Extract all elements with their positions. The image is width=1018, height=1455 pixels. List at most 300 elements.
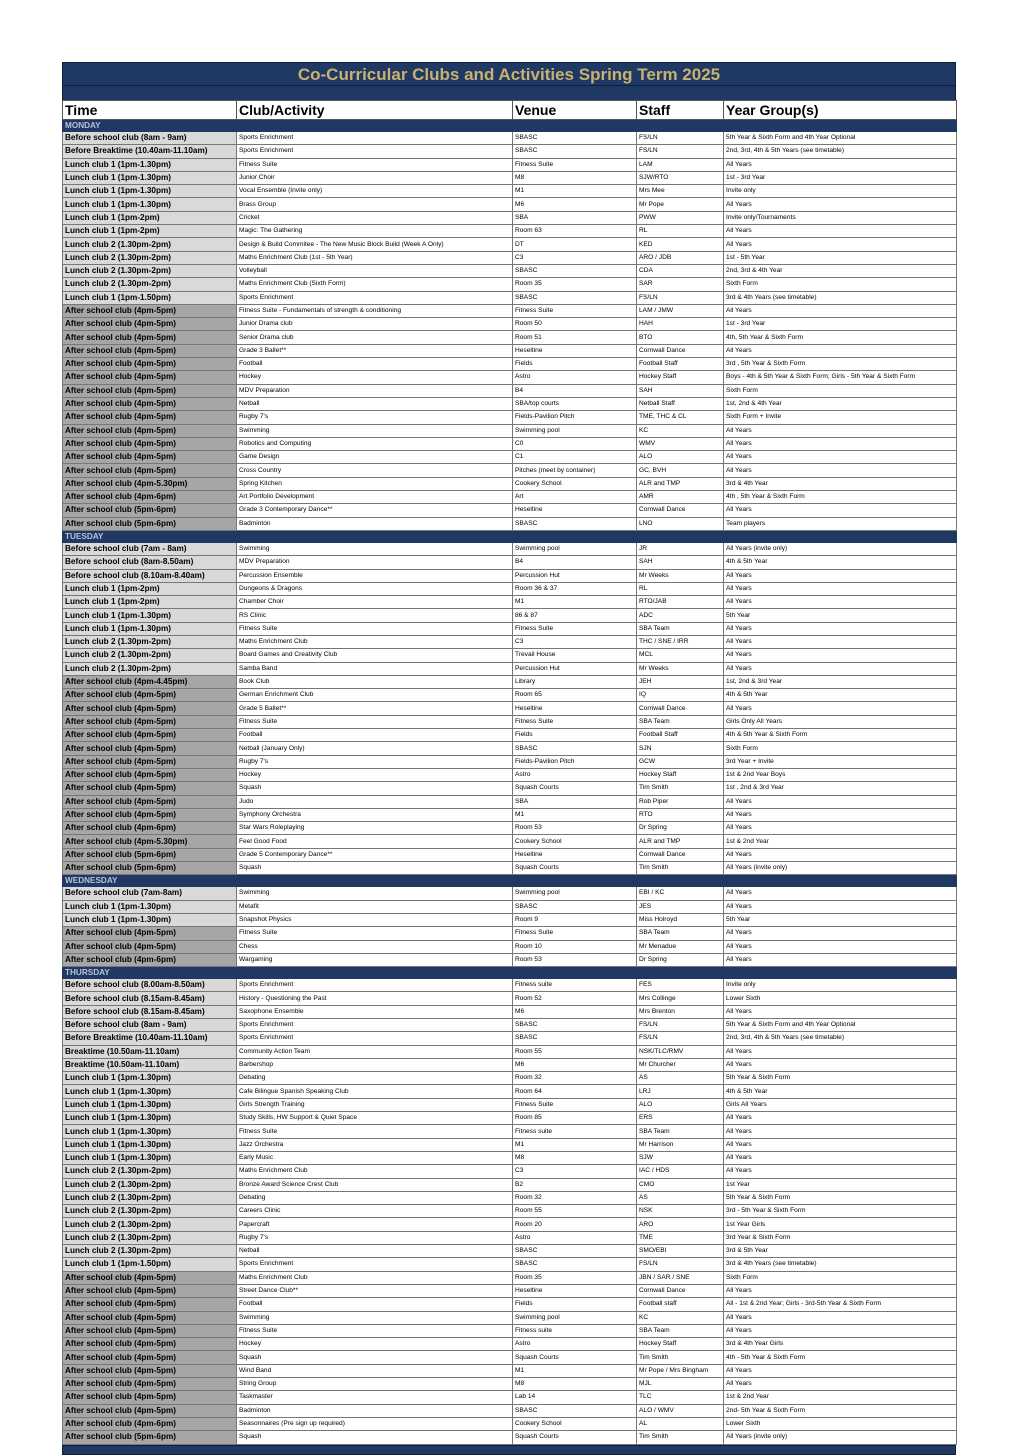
- day-header-filler: [724, 875, 957, 887]
- day-header-filler: [637, 875, 724, 887]
- cell-year-groups: 3rd Year & Sixth Form: [724, 1231, 957, 1244]
- table-row: [63, 1351, 957, 1364]
- cell-staff: ALR and TMP: [637, 835, 724, 848]
- cell-year-groups: 3rd & 4th Years (see timetable): [724, 291, 957, 304]
- cell-year-groups: Girls All Years: [724, 1098, 957, 1111]
- table-row: [63, 1165, 957, 1178]
- cell-club-activity: Magic: The Gathering: [237, 225, 513, 238]
- cell-year-groups: 5th Year: [724, 609, 957, 622]
- day-header-filler: [237, 120, 513, 132]
- cell-time: Lunch club 1 (1pm-2pm): [63, 582, 237, 595]
- cell-year-groups: 4th - 5th Year & Sixth Form: [724, 1351, 957, 1364]
- table-row: [63, 198, 957, 211]
- cell-venue: SBASC: [513, 291, 637, 304]
- cell-venue: Percussion Hut: [513, 662, 637, 675]
- cell-club-activity: String Group: [237, 1378, 513, 1391]
- cell-venue: Heseltine: [513, 344, 637, 357]
- cell-staff: Hockey Staff: [637, 1338, 724, 1351]
- cell-club-activity: Wind Band: [237, 1364, 513, 1377]
- cell-venue: Heseltine: [513, 504, 637, 517]
- day-header-filler: [237, 967, 513, 979]
- day-header-filler: [513, 120, 637, 132]
- cell-year-groups: All Years: [724, 1005, 957, 1018]
- cell-year-groups: Team players: [724, 517, 957, 530]
- title-spacer: [62, 86, 956, 100]
- cell-staff: MCL: [637, 649, 724, 662]
- cell-club-activity: Maths Enrichment Club: [237, 1271, 513, 1284]
- cell-time: After school club (4pm-5pm): [63, 451, 237, 464]
- header-club-activity: Club/Activity: [237, 101, 513, 120]
- table-row: [63, 1338, 957, 1351]
- clubs-table: [62, 100, 957, 1445]
- cell-venue: Fitness Suite: [513, 304, 637, 317]
- cell-club-activity: Papercraft: [237, 1218, 513, 1231]
- day-header-filler: [237, 530, 513, 542]
- cell-staff: CDA: [637, 264, 724, 277]
- header-staff: Staff: [637, 101, 724, 120]
- day-header-filler: [637, 120, 724, 132]
- cell-staff: Tim Smith: [637, 1431, 724, 1444]
- cell-staff: IQ: [637, 689, 724, 702]
- cell-staff: EBI / KC: [637, 887, 724, 900]
- cell-venue: SBA: [513, 795, 637, 808]
- cell-club-activity: Football: [237, 358, 513, 371]
- cell-venue: SBASC: [513, 900, 637, 913]
- cell-year-groups: All Years: [724, 198, 957, 211]
- cell-staff: ALO: [637, 1098, 724, 1111]
- cell-club-activity: Grade 5 Ballet**: [237, 702, 513, 715]
- table-row: [63, 940, 957, 953]
- cell-staff: BTO: [637, 331, 724, 344]
- table-row: [63, 491, 957, 504]
- cell-year-groups: 4th & 5th Year & Sixth Form: [724, 729, 957, 742]
- cell-time: Lunch club 2 (1.30pm-2pm): [63, 1191, 237, 1204]
- table-row: [63, 145, 957, 158]
- cell-year-groups: All Years: [724, 504, 957, 517]
- cell-club-activity: Cafe Bilingue Spanish Speaking Club: [237, 1085, 513, 1098]
- cell-club-activity: Netball: [237, 397, 513, 410]
- cell-year-groups: All Years: [724, 596, 957, 609]
- cell-time: Lunch club 2 (1.30pm-2pm): [63, 278, 237, 291]
- cell-time: Lunch club 2 (1.30pm-2pm): [63, 251, 237, 264]
- cell-year-groups: All Years: [724, 1165, 957, 1178]
- table-row: [63, 264, 957, 277]
- cell-venue: Fitness Suite: [513, 158, 637, 171]
- cell-time: After school club (4pm-5pm): [63, 437, 237, 450]
- cell-club-activity: Grade 3 Contemporary Dance**: [237, 504, 513, 517]
- cell-time: After school club (4pm-4.45pm): [63, 675, 237, 688]
- cell-venue: C3: [513, 251, 637, 264]
- cell-staff: NSK: [637, 1205, 724, 1218]
- cell-venue: M8: [513, 1151, 637, 1164]
- cell-venue: SBASC: [513, 132, 637, 145]
- cell-year-groups: 4th & 5th Year: [724, 1085, 957, 1098]
- cell-venue: Room 63: [513, 225, 637, 238]
- table-row: [63, 331, 957, 344]
- cell-venue: Library: [513, 675, 637, 688]
- cell-staff: SJW/RTO: [637, 171, 724, 184]
- cell-year-groups: 4th , 5th Year & Sixth Form: [724, 491, 957, 504]
- cell-time: After school club (4pm-5pm): [63, 927, 237, 940]
- cell-time: After school club (4pm-5pm): [63, 715, 237, 728]
- cell-time: After school club (4pm-6pm): [63, 953, 237, 966]
- table-footer-bar: [62, 1445, 956, 1455]
- cell-staff: Cornwall Dance: [637, 848, 724, 861]
- cell-staff: SBA Team: [637, 1324, 724, 1337]
- cell-year-groups: All Years: [724, 437, 957, 450]
- cell-club-activity: Junior Choir: [237, 171, 513, 184]
- cell-venue: Heseltine: [513, 702, 637, 715]
- page-title: Co-Curricular Clubs and Activities Spring Term 2025: [62, 62, 956, 86]
- cell-year-groups: All Years: [724, 1125, 957, 1138]
- table-row: [63, 1151, 957, 1164]
- table-body: [63, 120, 957, 1445]
- cell-venue: Room 55: [513, 1205, 637, 1218]
- cell-club-activity: Maths Enrichment Club (1st - 5th Year): [237, 251, 513, 264]
- cell-venue: Room 20: [513, 1218, 637, 1231]
- cell-club-activity: Vocal Ensemble (Invite only): [237, 185, 513, 198]
- cell-time: After school club (4pm-5pm): [63, 1324, 237, 1337]
- header-year-groups: Year Group(s): [724, 101, 957, 120]
- cell-venue: Fitness suite: [513, 979, 637, 992]
- cell-club-activity: Sports Enrichment: [237, 1019, 513, 1032]
- cell-time: Breaktime (10.50am-11.10am): [63, 1058, 237, 1071]
- table-row: [63, 158, 957, 171]
- cell-staff: Tim Smith: [637, 862, 724, 875]
- table-row: [63, 1138, 957, 1151]
- cell-year-groups: All Years (invite only): [724, 1431, 957, 1444]
- table-row: [63, 662, 957, 675]
- cell-venue: Fields-Pavilion Pitch: [513, 411, 637, 424]
- cell-club-activity: Community Action Team: [237, 1045, 513, 1058]
- cell-time: After school club (4pm-5pm): [63, 1284, 237, 1297]
- cell-venue: Room 32: [513, 1072, 637, 1085]
- cell-time: Lunch club 2 (1.30pm-2pm): [63, 635, 237, 648]
- table-row: [63, 171, 957, 184]
- cell-club-activity: Swimming: [237, 424, 513, 437]
- cell-time: Lunch club 2 (1.30pm-2pm): [63, 649, 237, 662]
- cell-time: Lunch club 1 (1pm-1.30pm): [63, 913, 237, 926]
- cell-venue: Room 65: [513, 689, 637, 702]
- cell-time: Lunch club 1 (1pm-1.30pm): [63, 158, 237, 171]
- cell-club-activity: Hockey: [237, 1338, 513, 1351]
- cell-time: Lunch club 1 (1pm-1.30pm): [63, 1085, 237, 1098]
- cell-year-groups: 1st, 2nd & 3rd Year: [724, 675, 957, 688]
- cell-venue: 86 & 87: [513, 609, 637, 622]
- table-row: [63, 1417, 957, 1430]
- table-row: [63, 1271, 957, 1284]
- table-row: [63, 913, 957, 926]
- cell-staff: Cornwall Dance: [637, 1284, 724, 1297]
- cell-staff: TME, THC & CL: [637, 411, 724, 424]
- cell-venue: C3: [513, 1165, 637, 1178]
- cell-staff: CMO: [637, 1178, 724, 1191]
- cell-time: After school club (4pm-5pm): [63, 358, 237, 371]
- day-header-filler: [724, 967, 957, 979]
- table-row: [63, 1391, 957, 1404]
- table-row: [63, 1125, 957, 1138]
- cell-venue: Squash Courts: [513, 862, 637, 875]
- cell-club-activity: Girls Strength Training: [237, 1098, 513, 1111]
- cell-venue: Room 10: [513, 940, 637, 953]
- cell-time: After school club (4pm-6pm): [63, 491, 237, 504]
- cell-staff: FS/LN: [637, 291, 724, 304]
- cell-staff: SAR: [637, 278, 724, 291]
- cell-venue: Fitness Suite: [513, 622, 637, 635]
- cell-year-groups: 3rd & 5th Year: [724, 1245, 957, 1258]
- cell-staff: Rob Piper: [637, 795, 724, 808]
- table-row: [63, 992, 957, 1005]
- table-row: [63, 211, 957, 224]
- table-row: [63, 979, 957, 992]
- cell-time: Lunch club 1 (1pm-2pm): [63, 225, 237, 238]
- cell-time: Before school club (8am-8.50am): [63, 556, 237, 569]
- cell-venue: Room 52: [513, 992, 637, 1005]
- cell-club-activity: Early Music: [237, 1151, 513, 1164]
- cell-year-groups: Invite only: [724, 185, 957, 198]
- cell-staff: KC: [637, 1311, 724, 1324]
- cell-staff: SJW: [637, 1151, 724, 1164]
- cell-time: Lunch club 1 (1pm-1.30pm): [63, 1112, 237, 1125]
- table-row: [63, 1178, 957, 1191]
- cell-venue: Astro: [513, 768, 637, 781]
- table-row: [63, 542, 957, 555]
- cell-venue: Cookery School: [513, 1417, 637, 1430]
- cell-venue: Swimming pool: [513, 887, 637, 900]
- cell-time: After school club (4pm-6pm): [63, 1417, 237, 1430]
- cell-staff: JBN / SAR / SNE: [637, 1271, 724, 1284]
- cell-staff: Mrs Brenton: [637, 1005, 724, 1018]
- cell-club-activity: Fitness Suite: [237, 927, 513, 940]
- table-row: [63, 384, 957, 397]
- cell-staff: Football Staff: [637, 729, 724, 742]
- cell-club-activity: Board Games and Creativity Club: [237, 649, 513, 662]
- cell-time: Lunch club 2 (1.30pm-2pm): [63, 1231, 237, 1244]
- cell-staff: AS: [637, 1191, 724, 1204]
- cell-club-activity: Rugby 7's: [237, 411, 513, 424]
- cell-year-groups: 5th Year: [724, 913, 957, 926]
- cell-staff: PWW: [637, 211, 724, 224]
- cell-staff: ALO / WMV: [637, 1404, 724, 1417]
- cell-club-activity: Barbershop: [237, 1058, 513, 1071]
- cell-venue: Squash Courts: [513, 782, 637, 795]
- cell-club-activity: Grade 5 Contemporary Dance**: [237, 848, 513, 861]
- cell-time: Lunch club 1 (1pm-1.30pm): [63, 609, 237, 622]
- day-name: WEDNESDAY: [63, 875, 237, 887]
- cell-time: After school club (4pm-5pm): [63, 1351, 237, 1364]
- cell-year-groups: Sixth Form: [724, 278, 957, 291]
- table-row: [63, 862, 957, 875]
- cell-time: Breaktime (10.50am-11.10am): [63, 1045, 237, 1058]
- cell-venue: Fitness Suite: [513, 715, 637, 728]
- cell-club-activity: Jazz Orchestra: [237, 1138, 513, 1151]
- cell-time: After school club (4pm-5pm): [63, 304, 237, 317]
- cell-staff: JEH: [637, 675, 724, 688]
- cell-staff: Cornwall Dance: [637, 702, 724, 715]
- cell-year-groups: 1st - 3rd Year: [724, 171, 957, 184]
- cell-staff: SBA Team: [637, 1125, 724, 1138]
- cell-venue: C0: [513, 437, 637, 450]
- cell-venue: Lab 14: [513, 1391, 637, 1404]
- cell-club-activity: Wargaming: [237, 953, 513, 966]
- cell-club-activity: Squash: [237, 782, 513, 795]
- cell-staff: FS/LN: [637, 1032, 724, 1045]
- cell-club-activity: Robotics and Computing: [237, 437, 513, 450]
- cell-club-activity: Percussion Ensemble: [237, 569, 513, 582]
- table-row: [63, 411, 957, 424]
- table-row: [63, 504, 957, 517]
- cell-time: After school club (4pm-5pm): [63, 702, 237, 715]
- table-row: [63, 635, 957, 648]
- table-row: [63, 822, 957, 835]
- cell-year-groups: All Years: [724, 795, 957, 808]
- cell-year-groups: All Years: [724, 344, 957, 357]
- cell-time: After school club (4pm-5pm): [63, 384, 237, 397]
- cell-time: Lunch club 1 (1pm-1.30pm): [63, 171, 237, 184]
- cell-time: After school club (5pm-6pm): [63, 1431, 237, 1444]
- cell-venue: SBASC: [513, 1032, 637, 1045]
- cell-venue: Room 55: [513, 1045, 637, 1058]
- table-row: [63, 1284, 957, 1297]
- cell-venue: Fitness suite: [513, 1125, 637, 1138]
- cell-time: Lunch club 1 (1pm-1.30pm): [63, 1098, 237, 1111]
- cell-staff: Cornwall Dance: [637, 504, 724, 517]
- day-header-filler: [724, 530, 957, 542]
- cell-club-activity: Dungeons & Dragons: [237, 582, 513, 595]
- cell-staff: LAM / JMW: [637, 304, 724, 317]
- header-time: Time: [63, 101, 237, 120]
- cell-time: Before school club (8.15am-8.45am): [63, 1005, 237, 1018]
- table-row: [63, 729, 957, 742]
- cell-venue: SBA: [513, 211, 637, 224]
- cell-time: After school club (4pm-5pm): [63, 795, 237, 808]
- cell-staff: JES: [637, 900, 724, 913]
- cell-venue: Trevail House: [513, 649, 637, 662]
- cell-club-activity: Badminton: [237, 517, 513, 530]
- cell-staff: FS/LN: [637, 145, 724, 158]
- cell-venue: Room 51: [513, 331, 637, 344]
- cell-club-activity: Hockey: [237, 768, 513, 781]
- table-row: [63, 1019, 957, 1032]
- table-row: [63, 185, 957, 198]
- cell-time: Before school club (8am - 9am): [63, 1019, 237, 1032]
- cell-club-activity: Maths Enrichment Club: [237, 635, 513, 648]
- cell-time: After school club (4pm-5pm): [63, 689, 237, 702]
- cell-club-activity: Hockey: [237, 371, 513, 384]
- cell-year-groups: All Years: [724, 1045, 957, 1058]
- cell-year-groups: All Years: [724, 1364, 957, 1377]
- cell-time: Lunch club 1 (1pm-1.30pm): [63, 900, 237, 913]
- table-row: [63, 1205, 957, 1218]
- cell-venue: SBASC: [513, 742, 637, 755]
- table-row: [63, 1298, 957, 1311]
- cell-venue: M6: [513, 198, 637, 211]
- table-row: [63, 397, 957, 410]
- cell-venue: Swimming pool: [513, 424, 637, 437]
- cell-venue: M1: [513, 185, 637, 198]
- cell-time: After school club (4pm-5pm): [63, 411, 237, 424]
- cell-club-activity: Cricket: [237, 211, 513, 224]
- table-row: [63, 517, 957, 530]
- cell-year-groups: 2nd- 5th Year & Sixth Form: [724, 1404, 957, 1417]
- day-header-filler: [513, 967, 637, 979]
- cell-club-activity: Snapshot Physics: [237, 913, 513, 926]
- cell-club-activity: Game Design: [237, 451, 513, 464]
- table-row: [63, 1431, 957, 1444]
- cell-time: After school club (4pm-5pm): [63, 344, 237, 357]
- cell-staff: LRJ: [637, 1085, 724, 1098]
- cell-staff: RL: [637, 225, 724, 238]
- cell-year-groups: All Years: [724, 1138, 957, 1151]
- cell-time: After school club (4pm-5.30pm): [63, 835, 237, 848]
- cell-year-groups: All Years: [724, 808, 957, 821]
- cell-club-activity: Saxophone Ensemble: [237, 1005, 513, 1018]
- table-row: [63, 1032, 957, 1045]
- cell-year-groups: All Years: [724, 927, 957, 940]
- cell-club-activity: Sports Enrichment: [237, 291, 513, 304]
- cell-year-groups: All Years: [724, 702, 957, 715]
- cell-staff: ARO: [637, 1218, 724, 1231]
- cell-club-activity: MDV Preparation: [237, 556, 513, 569]
- cell-time: Before school club (7am - 8am): [63, 542, 237, 555]
- cell-venue: C1: [513, 451, 637, 464]
- cell-club-activity: Fitness Suite: [237, 715, 513, 728]
- cell-staff: THC / SNE / IRR: [637, 635, 724, 648]
- table-row: [63, 1191, 957, 1204]
- cell-venue: Room 85: [513, 1112, 637, 1125]
- cell-year-groups: All Years: [724, 662, 957, 675]
- cell-year-groups: 1st Year Girls: [724, 1218, 957, 1231]
- cell-time: After school club (4pm-5pm): [63, 1311, 237, 1324]
- cell-staff: LAM: [637, 158, 724, 171]
- day-header-filler: [637, 530, 724, 542]
- cell-year-groups: All Years: [724, 1324, 957, 1337]
- cell-venue: Swimming pool: [513, 1311, 637, 1324]
- cell-club-activity: History - Questioning the Past: [237, 992, 513, 1005]
- cell-year-groups: 1st, 2nd & 4th Year: [724, 397, 957, 410]
- cell-staff: SBA Team: [637, 622, 724, 635]
- cell-year-groups: 5th Year & Sixth Form: [724, 1191, 957, 1204]
- cell-venue: M1: [513, 1138, 637, 1151]
- cell-year-groups: All Years: [724, 900, 957, 913]
- table-row: [63, 291, 957, 304]
- cell-club-activity: Street Dance Club**: [237, 1284, 513, 1297]
- cell-time: Lunch club 2 (1.30pm-2pm): [63, 1178, 237, 1191]
- cell-venue: Heseltine: [513, 1284, 637, 1297]
- cell-time: Lunch club 1 (1pm-1.30pm): [63, 1138, 237, 1151]
- cell-time: After school club (4pm-5pm): [63, 1364, 237, 1377]
- cell-year-groups: Sixth Form: [724, 742, 957, 755]
- cell-time: Lunch club 1 (1pm-1.50pm): [63, 291, 237, 304]
- table-row: [63, 225, 957, 238]
- table-row: [63, 464, 957, 477]
- cell-staff: LNO: [637, 517, 724, 530]
- cell-year-groups: 1st - 3rd Year: [724, 318, 957, 331]
- cell-club-activity: Sports Enrichment: [237, 1032, 513, 1045]
- cell-time: Lunch club 1 (1pm-1.30pm): [63, 1151, 237, 1164]
- table-row: [63, 887, 957, 900]
- cell-staff: AL: [637, 1417, 724, 1430]
- cell-club-activity: Seasonnaires (Pre sign up required): [237, 1417, 513, 1430]
- cell-time: After school club (4pm-5pm): [63, 768, 237, 781]
- cell-club-activity: Debating: [237, 1191, 513, 1204]
- cell-staff: Mr Weeks: [637, 569, 724, 582]
- cell-time: After school club (4pm-5pm): [63, 464, 237, 477]
- cell-staff: TLC: [637, 1391, 724, 1404]
- cell-year-groups: 3rd & 4th Year: [724, 477, 957, 490]
- cell-staff: ADC: [637, 609, 724, 622]
- cell-club-activity: Design & Build Commitee - The New Music Block Build (Week A Only): [237, 238, 513, 251]
